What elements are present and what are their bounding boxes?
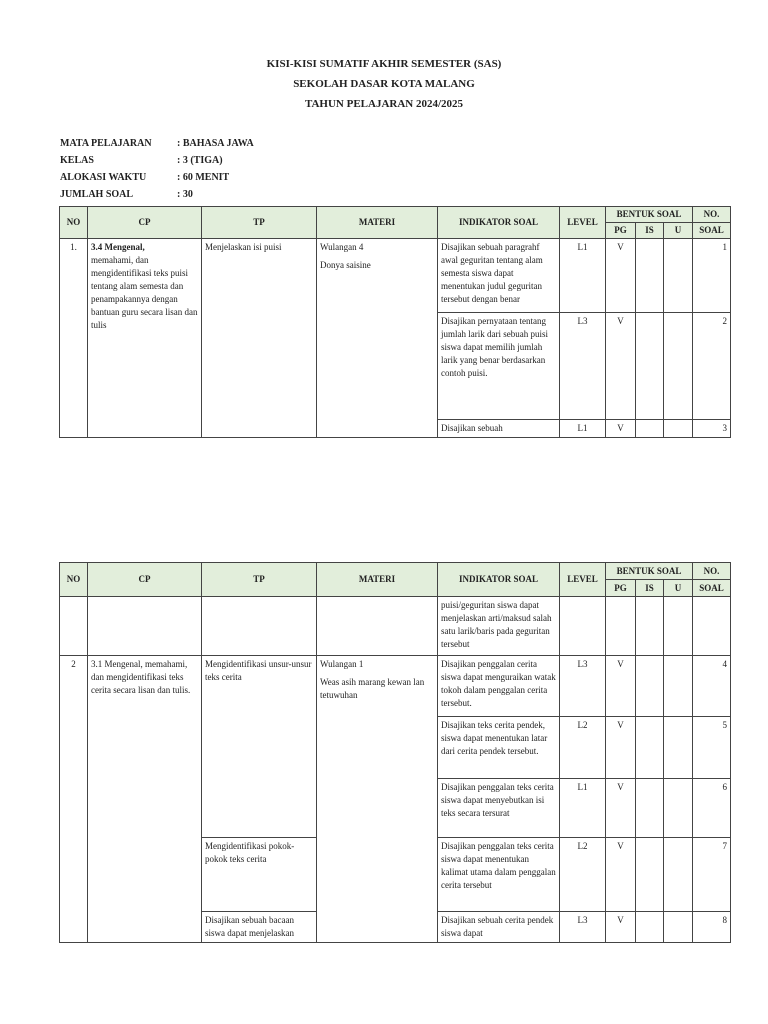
col-header-tp: TP <box>202 207 317 239</box>
u-cell <box>664 912 693 943</box>
kisi-table-page-2 <box>59 562 731 943</box>
empty-cell <box>664 597 693 656</box>
col-header-pg: PG <box>606 223 636 239</box>
empty-cell <box>606 597 636 656</box>
tp-cell: Mengidentifikasi pokok-pokok teks cerita <box>202 838 317 912</box>
indikator-cell: Disajikan penggalan teks cerita siswa dapat menentukan kalimat utama dalam penggalan cerita tersebut <box>438 838 560 912</box>
col-header-materi: MATERI <box>317 563 438 597</box>
col-header-u: U <box>664 223 693 239</box>
col-header-pg: PG <box>606 580 636 597</box>
meta-row-subject <box>60 138 254 149</box>
soal-number-cell: 2 <box>693 313 731 420</box>
col-header-no-soal-1: NO. <box>693 207 731 223</box>
col-header-no-soal-2: SOAL <box>693 580 731 597</box>
u-cell <box>664 420 693 438</box>
pg-cell: V <box>606 912 636 943</box>
u-cell <box>664 656 693 717</box>
col-header-cp: CP <box>88 563 202 597</box>
doc-title-line-3: TAHUN PELAJARAN 2024/2025 <box>304 98 464 110</box>
soal-number-cell: 4 <box>693 656 731 717</box>
empty-cell <box>560 597 606 656</box>
empty-cell <box>636 597 664 656</box>
level-cell: L3 <box>560 912 606 943</box>
is-cell <box>636 838 664 912</box>
materi-topic: Donya saisine <box>320 260 371 270</box>
u-cell <box>664 838 693 912</box>
meta-value: : 3 (TIGA) <box>177 155 223 166</box>
tp-cell: Menjelaskan isi puisi <box>202 239 317 438</box>
materi-unit: Wulangan 4 <box>320 242 364 252</box>
is-cell <box>636 239 664 313</box>
is-cell <box>636 313 664 420</box>
col-header-no-soal-2: SOAL <box>693 223 731 239</box>
indikator-cell: Disajikan sebuah paragrahf awal geguritan tentang alam semesta siswa dapat menentukan judul geguritan tersebut dengan benar <box>438 239 560 313</box>
pg-cell: V <box>606 239 636 313</box>
meta-label: KELAS <box>60 155 94 166</box>
materi-unit: Wulangan 1 <box>320 659 364 669</box>
col-header-no: NO <box>60 207 88 239</box>
kisi-table-page-1 <box>59 206 731 438</box>
meta-value: : 60 MENIT <box>177 172 230 183</box>
doc-title-line-2: SEKOLAH DASAR KOTA MALANG <box>293 78 475 90</box>
col-header-bentuk-soal: BENTUK SOAL <box>606 563 693 580</box>
col-header-no: NO <box>60 563 88 597</box>
col-header-level: LEVEL <box>560 563 606 597</box>
level-cell: L2 <box>560 717 606 779</box>
is-cell <box>636 717 664 779</box>
materi-cell <box>317 239 438 438</box>
u-cell <box>664 313 693 420</box>
soal-number-cell: 8 <box>693 912 731 943</box>
col-header-u: U <box>664 580 693 597</box>
pg-cell: V <box>606 656 636 717</box>
soal-number-cell: 1 <box>693 239 731 313</box>
doc-title-line-1: KISI-KISI SUMATIF AKHIR SEMESTER (SAS) <box>266 58 502 70</box>
level-cell: L3 <box>560 313 606 420</box>
meta-label: ALOKASI WAKTU <box>60 172 147 183</box>
meta-row-class <box>60 155 223 166</box>
indikator-cell: Disajikan penggalan teks cerita siswa dapat menyebutkan isi teks secara tersurat <box>438 779 560 838</box>
indikator-cell: Disajikan penggalan cerita siswa dapat menguraikan watak tokoh dalam penggalan cerita tersebut. <box>438 656 560 717</box>
meta-value: : 30 <box>177 189 193 200</box>
meta-label: JUMLAH SOAL <box>60 189 134 200</box>
indikator-cell: Disajikan sebuah <box>438 420 560 438</box>
materi-cell <box>317 656 438 943</box>
empty-cell <box>60 597 88 656</box>
indikator-cell: Disajikan sebuah cerita pendek siswa dapat <box>438 912 560 943</box>
meta-value: : BAHASA JAWA <box>177 138 254 149</box>
pg-cell: V <box>606 779 636 838</box>
col-header-level: LEVEL <box>560 207 606 239</box>
indikator-cell: Disajikan teks cerita pendek, siswa dapat menentukan latar dari cerita pendek tersebut. <box>438 717 560 779</box>
tp-cell: Mengidentifikasi unsur-unsur teks cerita <box>202 656 317 838</box>
empty-cell <box>88 597 202 656</box>
table-row <box>60 597 731 656</box>
table-row <box>60 239 731 313</box>
level-cell: L1 <box>560 239 606 313</box>
is-cell <box>636 656 664 717</box>
level-cell: L1 <box>560 420 606 438</box>
col-header-indikator: INDIKATOR SOAL <box>438 563 560 597</box>
col-header-is: IS <box>636 223 664 239</box>
row-number: 2 <box>60 656 88 943</box>
materi-topic: Weas asih marang kewan lan tetuwuhan <box>320 677 425 700</box>
table-row <box>60 656 731 717</box>
soal-number-cell: 7 <box>693 838 731 912</box>
pg-cell: V <box>606 313 636 420</box>
col-header-bentuk-soal: BENTUK SOAL <box>606 207 693 223</box>
cp-bold-text: 3.4 Mengenal, <box>91 242 145 252</box>
pg-cell: V <box>606 838 636 912</box>
col-header-materi: MATERI <box>317 207 438 239</box>
empty-cell <box>202 597 317 656</box>
level-cell: L3 <box>560 656 606 717</box>
row-number: 1. <box>60 239 88 438</box>
pg-cell: V <box>606 717 636 779</box>
soal-number-cell: 3 <box>693 420 731 438</box>
level-cell: L1 <box>560 779 606 838</box>
is-cell <box>636 912 664 943</box>
indikator-continuation-cell: puisi/geguritan siswa dapat menjelaskan arti/maksud salah satu larik/baris pada geguritan tersebut <box>438 597 560 656</box>
meta-row-count <box>60 189 193 200</box>
level-cell: L2 <box>560 838 606 912</box>
cp-cell: 3.1 Mengenal, memahami, dan mengidentifikasi teks cerita secara lisan dan tulis. <box>88 656 202 943</box>
pg-cell: V <box>606 420 636 438</box>
empty-cell <box>317 597 438 656</box>
cp-cell <box>88 239 202 438</box>
header-row <box>60 563 731 580</box>
is-cell <box>636 420 664 438</box>
col-header-no-soal-1: NO. <box>693 563 731 580</box>
tp-cell: Disajikan sebuah bacaan siswa dapat menjelaskan <box>202 912 317 943</box>
empty-cell <box>693 597 731 656</box>
soal-number-cell: 6 <box>693 779 731 838</box>
col-header-indikator: INDIKATOR SOAL <box>438 207 560 239</box>
is-cell <box>636 779 664 838</box>
u-cell <box>664 239 693 313</box>
col-header-cp: CP <box>88 207 202 239</box>
u-cell <box>664 717 693 779</box>
meta-row-time <box>60 172 229 183</box>
soal-number-cell: 5 <box>693 717 731 779</box>
col-header-is: IS <box>636 580 664 597</box>
header-row <box>60 207 731 223</box>
meta-label: MATA PELAJARAN <box>60 138 152 149</box>
cp-text: memahami, dan mengidentifikasi teks puisi tentang alam semesta dan penampakannya dengan bantuan guru secara lisan dan tulis <box>91 255 198 330</box>
indikator-cell: Disajikan pernyataan tentang jumlah larik dari sebuah puisi siswa dapat memilih jumlah larik yang benar berdasarkan contoh puisi. <box>438 313 560 420</box>
col-header-tp: TP <box>202 563 317 597</box>
u-cell <box>664 779 693 838</box>
